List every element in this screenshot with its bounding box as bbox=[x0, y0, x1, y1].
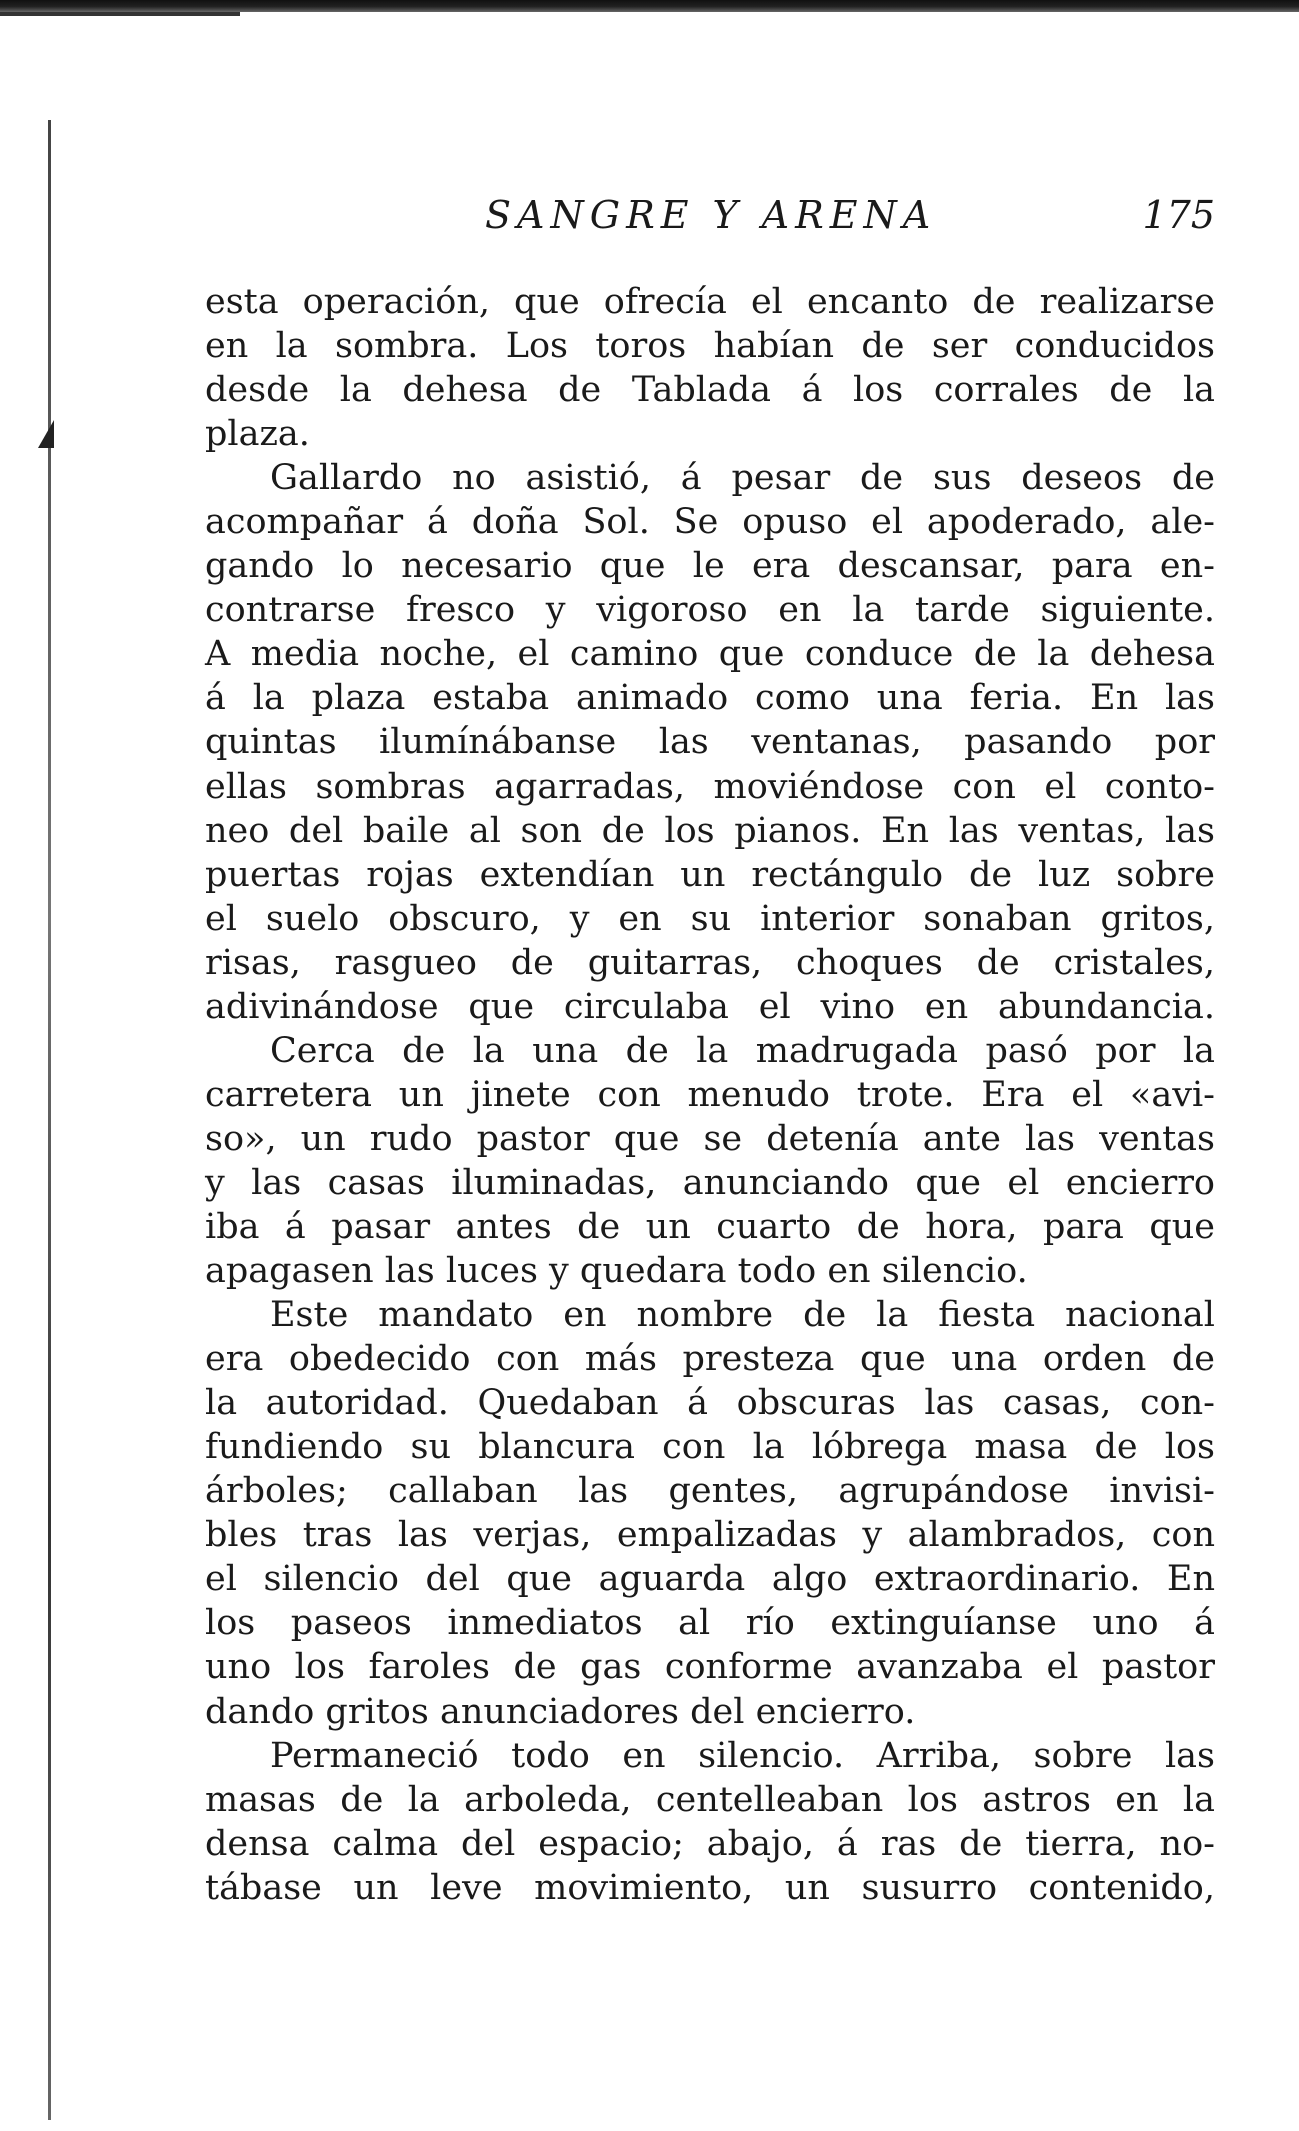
text-line: Permaneció todo en silencio. Arriba, sobre las bbox=[270, 1735, 1215, 1776]
text-line: tábase un leve movimiento, un susurro contenido, bbox=[205, 1867, 1215, 1908]
text-line: Cerca de la una de la madrugada pasó por la bbox=[270, 1030, 1215, 1071]
text-line: esta operación, que ofrecía el encanto de realizarse bbox=[205, 282, 1215, 322]
text-line: acompañar á doña Sol. Se opuso el apoderado, ale- bbox=[205, 502, 1215, 543]
top-edge-rule-tail bbox=[0, 12, 240, 16]
binding-mark bbox=[38, 420, 54, 448]
running-title: SANGRE Y ARENA bbox=[485, 193, 937, 237]
top-edge-rule bbox=[0, 0, 1299, 12]
text-line: risas, rasgueo de guitarras, choques de cristales, bbox=[205, 942, 1215, 983]
text-line: gando lo necesario que le era descansar, para en- bbox=[205, 546, 1215, 587]
text-line: adivinándose que circulaba el vino en abundancia. bbox=[205, 986, 1215, 1027]
text-line: el silencio del que aguarda algo extraordinario. En bbox=[205, 1559, 1215, 1600]
text-line: el suelo obscuro, y en su interior sonaban gritos, bbox=[205, 898, 1215, 939]
text-line: carretera un jinete con menudo trote. Era el «avi- bbox=[205, 1074, 1215, 1115]
text-line: plaza. bbox=[205, 414, 310, 455]
text-line: apagasen las luces y quedara todo en silencio. bbox=[205, 1251, 1028, 1292]
text-line: en la sombra. Los toros habían de ser conducidos bbox=[205, 326, 1215, 367]
text-line: puertas rojas extendían un rectángulo de luz sobre bbox=[205, 854, 1215, 895]
text-line: á la plaza estaba animado como una feria. En las bbox=[205, 678, 1215, 719]
text-line: dando gritos anunciadores del encierro. bbox=[205, 1691, 916, 1732]
binding-edge-line bbox=[48, 120, 51, 2120]
text-line: iba á pasar antes de un cuarto de hora, para que bbox=[205, 1206, 1215, 1247]
text-line: ellas sombras agarradas, moviéndose con el conto- bbox=[205, 766, 1215, 807]
text-line: A media noche, el camino que conduce de la dehesa bbox=[205, 634, 1215, 675]
page-number: 175 bbox=[1142, 193, 1215, 237]
text-line: Gallardo no asistió, á pesar de sus deseos de bbox=[270, 458, 1215, 499]
text-line: y las casas iluminadas, anunciando que el encierro bbox=[205, 1162, 1215, 1203]
text-line: masas de la arboleda, centelleaban los astros en la bbox=[205, 1779, 1215, 1820]
text-line: era obedecido con más presteza que una orden de bbox=[205, 1339, 1215, 1380]
body-text bbox=[205, 280, 1215, 1910]
text-line: so», un rudo pastor que se detenía ante las ventas bbox=[205, 1118, 1215, 1159]
text-line: árboles; callaban las gentes, agrupándose invisi- bbox=[205, 1471, 1215, 1512]
text-line: desde la dehesa de Tablada á los corrales de la bbox=[205, 370, 1215, 411]
text-line: neo del baile al son de los pianos. En las ventas, las bbox=[205, 810, 1215, 851]
text-line: los paseos inmediatos al río extinguíanse uno á bbox=[205, 1603, 1215, 1644]
text-line: bles tras las verjas, empalizadas y alambrados, con bbox=[205, 1515, 1215, 1556]
text-line: Este mandato en nombre de la fiesta nacional bbox=[270, 1295, 1215, 1336]
text-line: densa calma del espacio; abajo, á ras de tierra, no- bbox=[205, 1823, 1215, 1864]
text-line: fundiendo su blancura con la lóbrega masa de los bbox=[205, 1427, 1215, 1468]
text-line: la autoridad. Quedaban á obscuras las casas, con- bbox=[205, 1383, 1215, 1424]
text-line: contrarse fresco y vigoroso en la tarde siguiente. bbox=[205, 590, 1215, 631]
text-line: uno los faroles de gas conforme avanzaba el pastor bbox=[205, 1647, 1215, 1688]
page-header bbox=[205, 193, 1215, 243]
text-line: quintas ilumínábanse las ventanas, pasando por bbox=[205, 722, 1215, 763]
